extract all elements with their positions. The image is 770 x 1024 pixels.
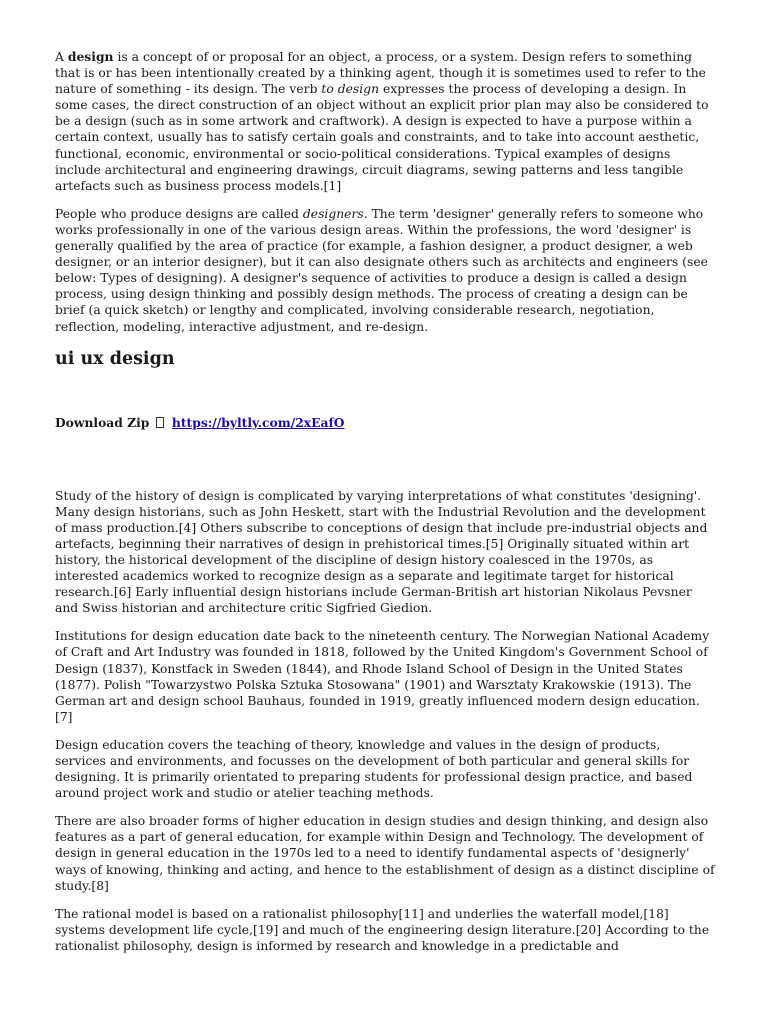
- missing-glyph-icon: [156, 417, 164, 428]
- text-run: . The term 'designer' generally refers to someone who works professionally in one of the various design areas. Within the professions, the word 'designer' is generally qualified by the area of practice (for example, a fashion designer, a product designer, a web designer, or an interior designer), but it can also designate others such as architects and engineers (see below: Types of designing). A designer's sequence of activities to produce a design is called a design process, using design thinking and possibly design methods. The process of creating a design can be brief (a quick sketch) or lengthy and complicated, involving considerable research, negotiation, reflection, modeling, interactive adjustment, and re-design.: [55, 206, 708, 334]
- italic-term-designers: designers: [302, 206, 364, 221]
- bold-term-design: design: [67, 49, 114, 64]
- institutions-paragraph: Institutions for design education date back to the nineteenth century. The Norwegian National Academy of Craft and Art Industry was founded in 1818, followed by the United Kingdom's Government School of Design (1837), Konstfack in Sweden (1844), and Rhode Island School of Design in the United States (1877). Polish "Towarzystwo Polska Sztuka Stosowana" (1901) and Warsztaty Krakowskie (1913). The German art and design school Bauhaus, founded in 1919, greatly influenced modern design education.[7]: [55, 629, 710, 724]
- download-link[interactable]: https://byltly.com/2xEafO: [171, 414, 345, 430]
- intro-paragraph: [55, 49, 715, 194]
- education-paragraph: Design education covers the teaching of theory, knowledge and values in the design of products, services and environments, and focusses on the development of both particular and general skills for designing. It is primarily orientated to preparing students for professional design practice, and based around project work and studio or atelier teaching methods.: [55, 737, 693, 801]
- italic-term-to-design: to design: [321, 82, 380, 97]
- history-paragraph: Study of the history of design is complicated by varying interpretations of what constitutes 'designing'. Many design historians, such as John Heskett, start with the Industrial Revolution and the development of mass production.[4] Others subscribe to conceptions of design that include pre-industrial objects and artefacts, beginning their narratives of design in prehistorical times.[5] Originally situated within art history, the historical development of the discipline of design history coalesced in the 1970s, as interested academics worked to recognize design as a separate and legitimate target for historical research.[6] Early influential design historians include German-British art historian Nikolaus Pevsner and Swiss historian and architecture critic Sigfried Giedion.: [55, 488, 708, 616]
- rational-model-paragraph: The rational model is based on a rationalist philosophy[11] and underlies the waterfall model,[18] systems development life cycle,[19] and much of the engineering design literature.[20] According to the rationalist philosophy, design is informed by research and knowledge in a predictable and: [55, 906, 710, 953]
- designers-paragraph: [55, 206, 715, 335]
- text-run: expresses the process of developing a design. In some cases, the direct construction of an object without an explicit prior plan may also be considered to be a design (such as in some artwork and craftwork). A design is expected to have a purpose within a certain context, usually has to satisfy certain goals and constraints, and to take into account aesthetic, functional, economic, environmental or socio-political considerations. Typical examples of designs include architectural and engineering drawings, circuit diagrams, sewing patterns and less tangible artefacts such as business process models.[1]: [55, 82, 709, 193]
- text-run: People who produce designs are called: [55, 206, 303, 221]
- text-run: A: [55, 50, 68, 64]
- higher-education-paragraph: There are also broader forms of higher education in design studies and design thinking, and design also features as a part of general education, for example within Design and Technology. The development of design in general education in the 1970s led to a need to identify fundamental aspects of 'designerly' ways of knowing, thinking and acting, and hence to the establishment of design as a distinct discipline of study.[8]: [55, 814, 715, 893]
- text-run: is a concept of or proposal for an object, a process, or a system. Design refers to something that is or has been intentionally created by a thinking agent, though it is sometimes used to refer to the nature of something - its design. The verb: [55, 50, 706, 97]
- blank-spacer: [55, 431, 715, 488]
- download-line: [55, 415, 715, 431]
- section-heading: ui ux design: [55, 348, 175, 369]
- download-label: Download Zip: [55, 414, 150, 430]
